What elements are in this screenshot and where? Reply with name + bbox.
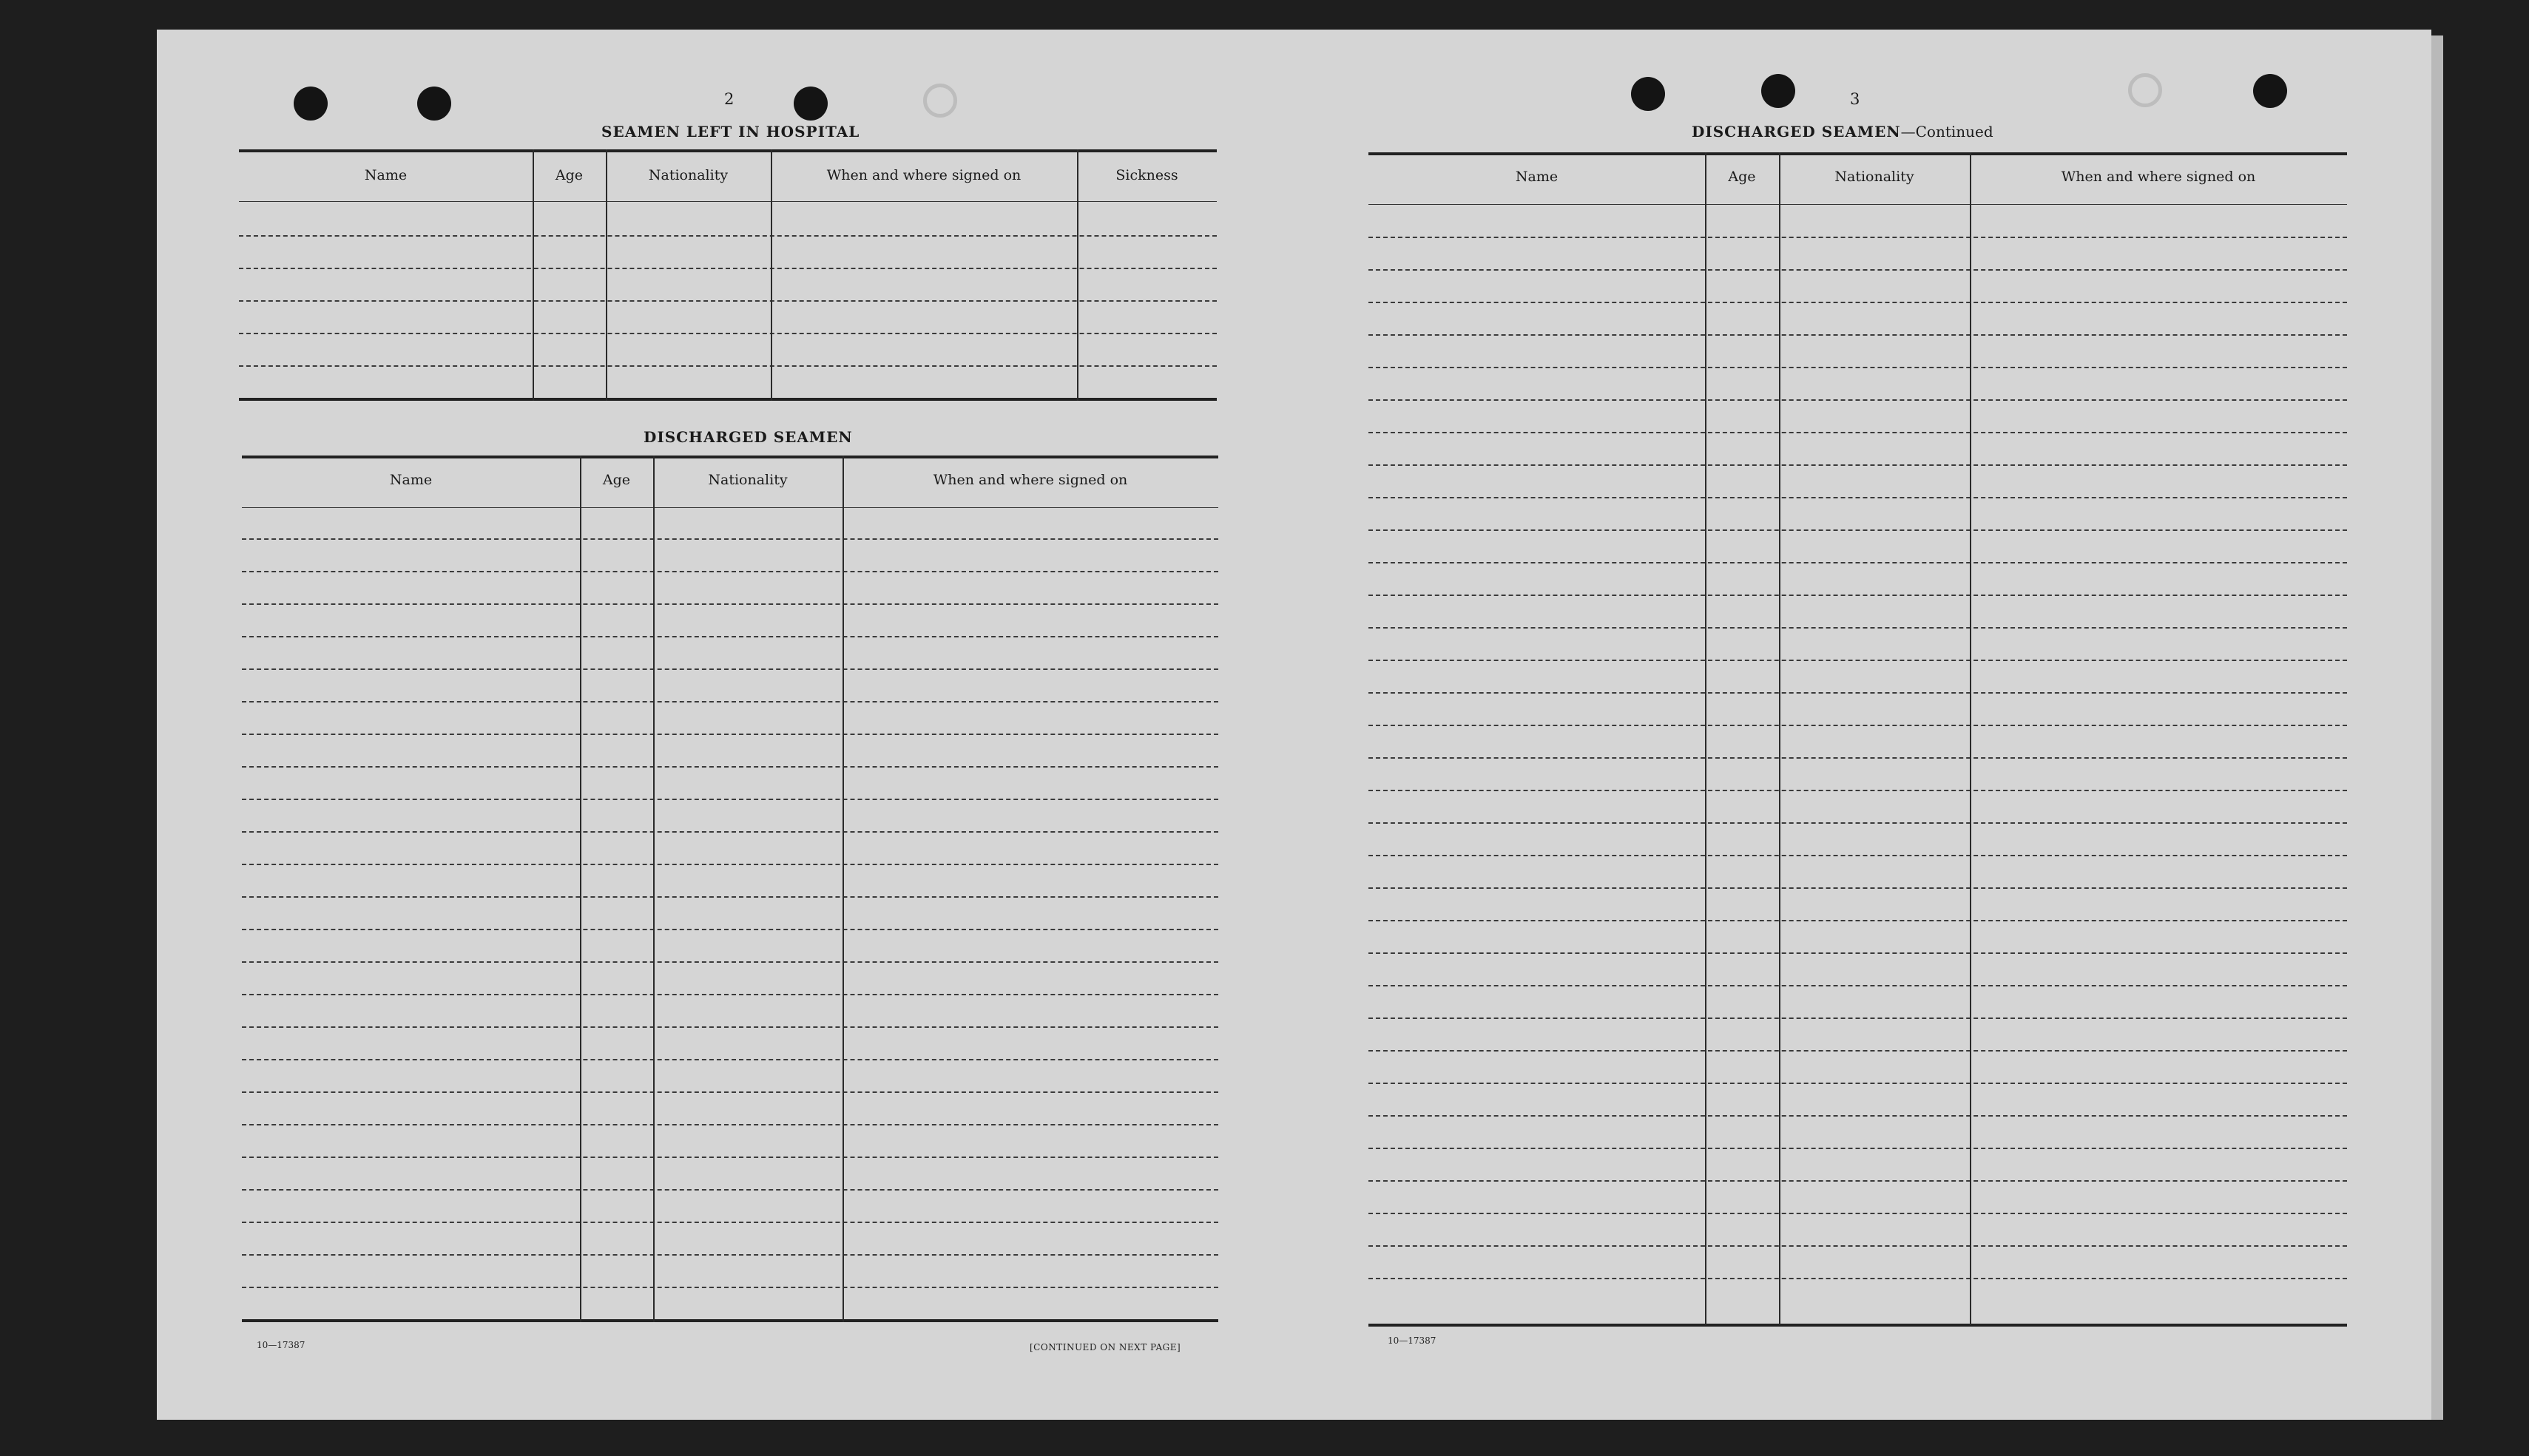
punch-hole [794, 87, 828, 121]
discharged-table-right [1368, 152, 2347, 1335]
page-number-right: 3 [1850, 90, 1860, 108]
punch-hole [1631, 77, 1665, 111]
page-number-left: 2 [724, 90, 735, 108]
column-header-age: Age [1728, 169, 1756, 185]
discharged-section-title: DISCHARGED SEAMEN [644, 428, 853, 446]
column-header-name: Name [1515, 169, 1559, 185]
column-header-signed-on: When and where signed on [2061, 169, 2256, 185]
column-header-age: Age [555, 167, 584, 183]
continued-note: [CONTINUED ON NEXT PAGE] [1030, 1342, 1181, 1352]
column-header-nationality: Nationality [708, 472, 788, 488]
sheet-edge-shadow [2431, 35, 2443, 1420]
torn-punch-hole [923, 84, 957, 118]
form-code-left: 10—17387 [257, 1340, 305, 1350]
column-header-name: Name [364, 167, 408, 183]
punch-hole [294, 87, 328, 121]
title-main: DISCHARGED SEAMEN [1692, 123, 1901, 140]
column-header-name: Name [389, 472, 433, 488]
torn-punch-hole [2128, 73, 2162, 107]
column-header-nationality: Nationality [648, 167, 729, 183]
column-header-sickness: Sickness [1115, 167, 1178, 183]
punch-hole [2253, 74, 2287, 108]
column-header-nationality: Nationality [1834, 169, 1914, 185]
hospital-table [239, 149, 1217, 404]
punch-hole [417, 87, 451, 121]
column-header-age: Age [602, 472, 631, 488]
hospital-section-title: SEAMEN LEFT IN HOSPITAL [601, 123, 860, 140]
title-suffix: —Continued [1900, 123, 1993, 140]
discharged-continued-title [1692, 123, 1993, 140]
discharged-table-left [242, 456, 1218, 1335]
column-header-signed-on: When and where signed on [826, 167, 1022, 183]
punch-hole [1761, 74, 1795, 108]
form-code-right: 10—17387 [1388, 1335, 1436, 1346]
column-header-signed-on: When and where signed on [933, 472, 1128, 488]
